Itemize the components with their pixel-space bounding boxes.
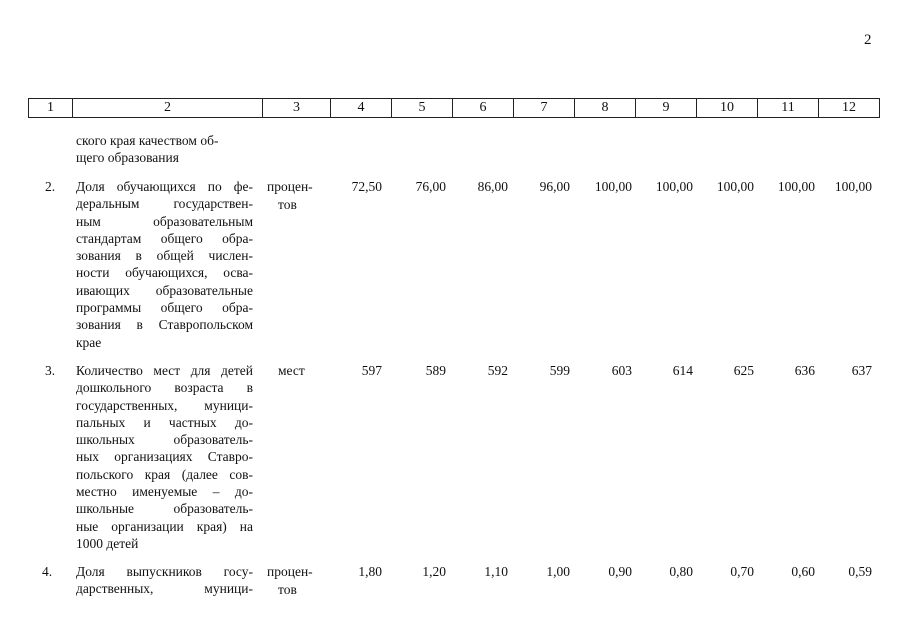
indicator-name-line: деральным государствен- <box>76 196 253 212</box>
value-cell: 72,50 <box>351 179 382 194</box>
value-cell: 589 <box>425 363 446 378</box>
value-cell: 603 <box>611 363 632 378</box>
column-header-12: 12 <box>819 99 880 118</box>
indicator-name-line: государственных, муници- <box>76 397 253 413</box>
row-number: 4. <box>42 564 53 579</box>
column-header-2: 2 <box>73 99 263 118</box>
column-header-10: 10 <box>697 99 758 118</box>
indicator-name <box>76 362 253 552</box>
column-header-4: 4 <box>331 99 392 118</box>
value-cell: 96,00 <box>539 179 570 194</box>
indicator-name-line: программы общего обра- <box>76 300 253 316</box>
continuation-text <box>76 132 253 167</box>
indicator-name-line: стандартам общего обра- <box>76 230 253 246</box>
value-cell: 100,00 <box>655 179 693 194</box>
indicator-name-line: ных организациях Ставро- <box>76 449 253 465</box>
indicator-name-line: пальных и частных до- <box>76 414 253 430</box>
value-cell: 100,00 <box>716 179 754 194</box>
value-cell: 100,00 <box>777 179 815 194</box>
value-cell: 0,59 <box>848 564 872 579</box>
indicator-name-line: ивающих образовательные <box>76 282 253 298</box>
column-header-3: 3 <box>263 99 331 118</box>
column-header-6: 6 <box>453 99 514 118</box>
column-header-9: 9 <box>636 99 697 118</box>
indicator-name-line: ные организации края) на <box>76 518 253 534</box>
column-header-row <box>28 98 880 118</box>
column-header-11: 11 <box>758 99 819 118</box>
value-cell: 0,90 <box>608 564 632 579</box>
unit-line: мест <box>278 363 305 378</box>
indicator-name-line: школьных образователь- <box>76 432 253 448</box>
indicator-name <box>76 563 253 598</box>
value-cell: 100,00 <box>834 179 872 194</box>
value-cell: 100,00 <box>594 179 632 194</box>
column-header-7: 7 <box>514 99 575 118</box>
value-cell: 599 <box>549 363 570 378</box>
unit-of-measure <box>267 563 313 598</box>
value-cell: 592 <box>487 363 508 378</box>
indicator-name-line: польского края (далее сов- <box>76 466 253 482</box>
value-cell: 0,60 <box>791 564 815 579</box>
value-cell: 86,00 <box>477 179 508 194</box>
row-number: 2. <box>45 179 56 194</box>
indicator-name-line: Доля обучающихся по фе- <box>76 179 253 194</box>
value-cell: 1,20 <box>422 564 446 579</box>
indicator-name-line: дошкольного возраста в <box>76 380 253 396</box>
indicator-name-line: крае <box>76 334 102 350</box>
value-cell: 76,00 <box>415 179 446 194</box>
value-cell: 637 <box>851 363 872 378</box>
value-cell: 614 <box>672 363 693 378</box>
value-cell: 0,80 <box>669 564 693 579</box>
unit-line: тов <box>278 196 297 212</box>
value-cell: 1,10 <box>484 564 508 579</box>
value-cell: 636 <box>794 363 815 378</box>
indicator-name-line: дарственных, муници- <box>76 581 253 597</box>
value-cell: 597 <box>361 363 382 378</box>
indicator-name-line: зования в Ставропольском <box>76 317 253 333</box>
column-header-1: 1 <box>29 99 73 118</box>
indicator-name-line: местно именуемые – до- <box>76 484 253 500</box>
value-cell: 1,80 <box>358 564 382 579</box>
value-cell: 1,00 <box>546 564 570 579</box>
column-header-5: 5 <box>392 99 453 118</box>
indicator-name-line: школьные образователь- <box>76 501 253 517</box>
unit-of-measure <box>267 178 313 213</box>
value-cell: 625 <box>733 363 754 378</box>
unit-line: процен- <box>267 179 313 194</box>
indicator-name-line: ным образовательным <box>76 213 253 229</box>
indicator-name-line: зования в общей числен- <box>76 248 253 264</box>
indicator-name-line: Количество мест для детей <box>76 363 253 378</box>
indicator-name-line: ности обучающихся, осва- <box>76 265 253 281</box>
continuation-line: щего образования <box>76 150 179 166</box>
page-number: 2 <box>864 32 872 48</box>
row-number: 3. <box>45 363 56 378</box>
indicator-name-line: Доля выпускников госу- <box>76 564 253 579</box>
indicator-name <box>76 178 253 351</box>
unit-line: процен- <box>267 564 313 579</box>
unit-of-measure <box>278 362 305 380</box>
indicator-name-line: 1000 детей <box>76 535 139 551</box>
unit-line: тов <box>278 581 297 597</box>
column-header-8: 8 <box>575 99 636 118</box>
continuation-line: ского края качеством об- <box>76 133 219 148</box>
value-cell: 0,70 <box>730 564 754 579</box>
